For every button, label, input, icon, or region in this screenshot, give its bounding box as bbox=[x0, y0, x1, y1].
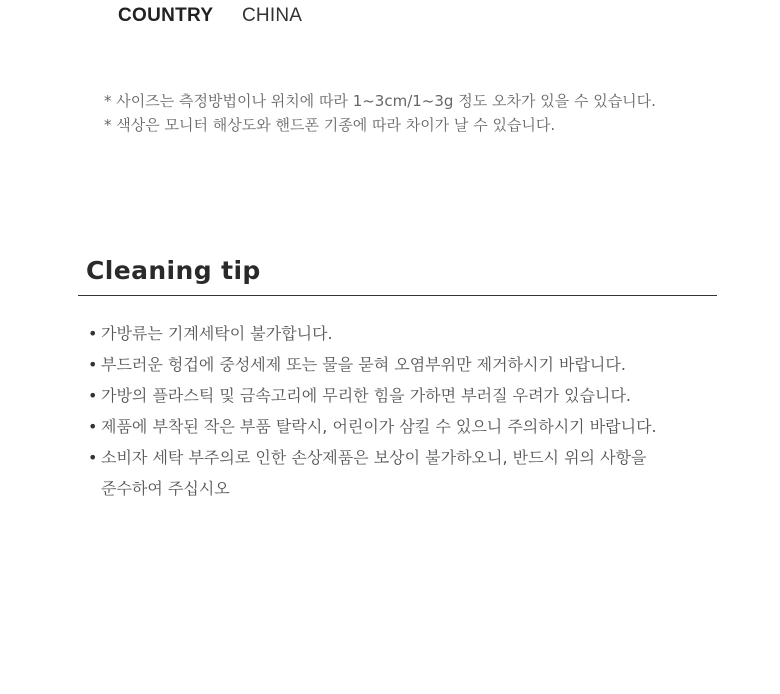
cleaning-tip-item bbox=[88, 318, 728, 349]
country-row bbox=[118, 4, 302, 28]
tip-text-continuation: 준수하여 주십시오 bbox=[101, 479, 230, 498]
color-note: * 색상은 모니터 해상도와 핸드폰 기종에 따라 차이가 날 수 있습니다. bbox=[104, 116, 556, 134]
section-divider bbox=[78, 295, 717, 296]
cleaning-tip-item bbox=[88, 442, 728, 504]
country-value: CHINA bbox=[242, 5, 303, 26]
bullet-icon: • bbox=[88, 417, 98, 436]
tip-text: 가방류는 기계세탁이 불가합니다. bbox=[101, 324, 333, 343]
bullet-icon: • bbox=[88, 386, 98, 405]
cleaning-tip-item bbox=[88, 349, 728, 380]
cleaning-tip-item bbox=[88, 411, 728, 442]
tip-text: 제품에 부착된 작은 부품 탈락시, 어린이가 삼킬 수 있으니 주의하시기 바랍니다. bbox=[101, 417, 657, 436]
cleaning-tip-title: Cleaning tip bbox=[86, 256, 261, 285]
bullet-icon: • bbox=[88, 324, 98, 343]
tip-text: 부드러운 헝겁에 중성세제 또는 물을 묻혀 오염부위만 제거하시기 바랍니다. bbox=[101, 355, 626, 374]
tip-text: 가방의 플라스틱 및 금속고리에 무리한 힘을 가하면 부러질 우려가 있습니다. bbox=[101, 386, 631, 405]
bullet-icon: • bbox=[88, 355, 98, 374]
tip-text: 소비자 세탁 부주의로 인한 손상제품은 보상이 불가하오니, 반드시 위의 사항을 bbox=[101, 448, 647, 467]
bullet-icon: • bbox=[88, 448, 98, 467]
cleaning-tip-item bbox=[88, 380, 728, 411]
country-label: COUNTRY bbox=[118, 5, 214, 26]
cleaning-tip-list bbox=[88, 318, 728, 504]
size-color-notes bbox=[104, 89, 724, 137]
size-note: * 사이즈는 측정방법이나 위치에 따라 1~3cm/1~3g 정도 오차가 있을 수 있습니다. bbox=[104, 92, 656, 110]
